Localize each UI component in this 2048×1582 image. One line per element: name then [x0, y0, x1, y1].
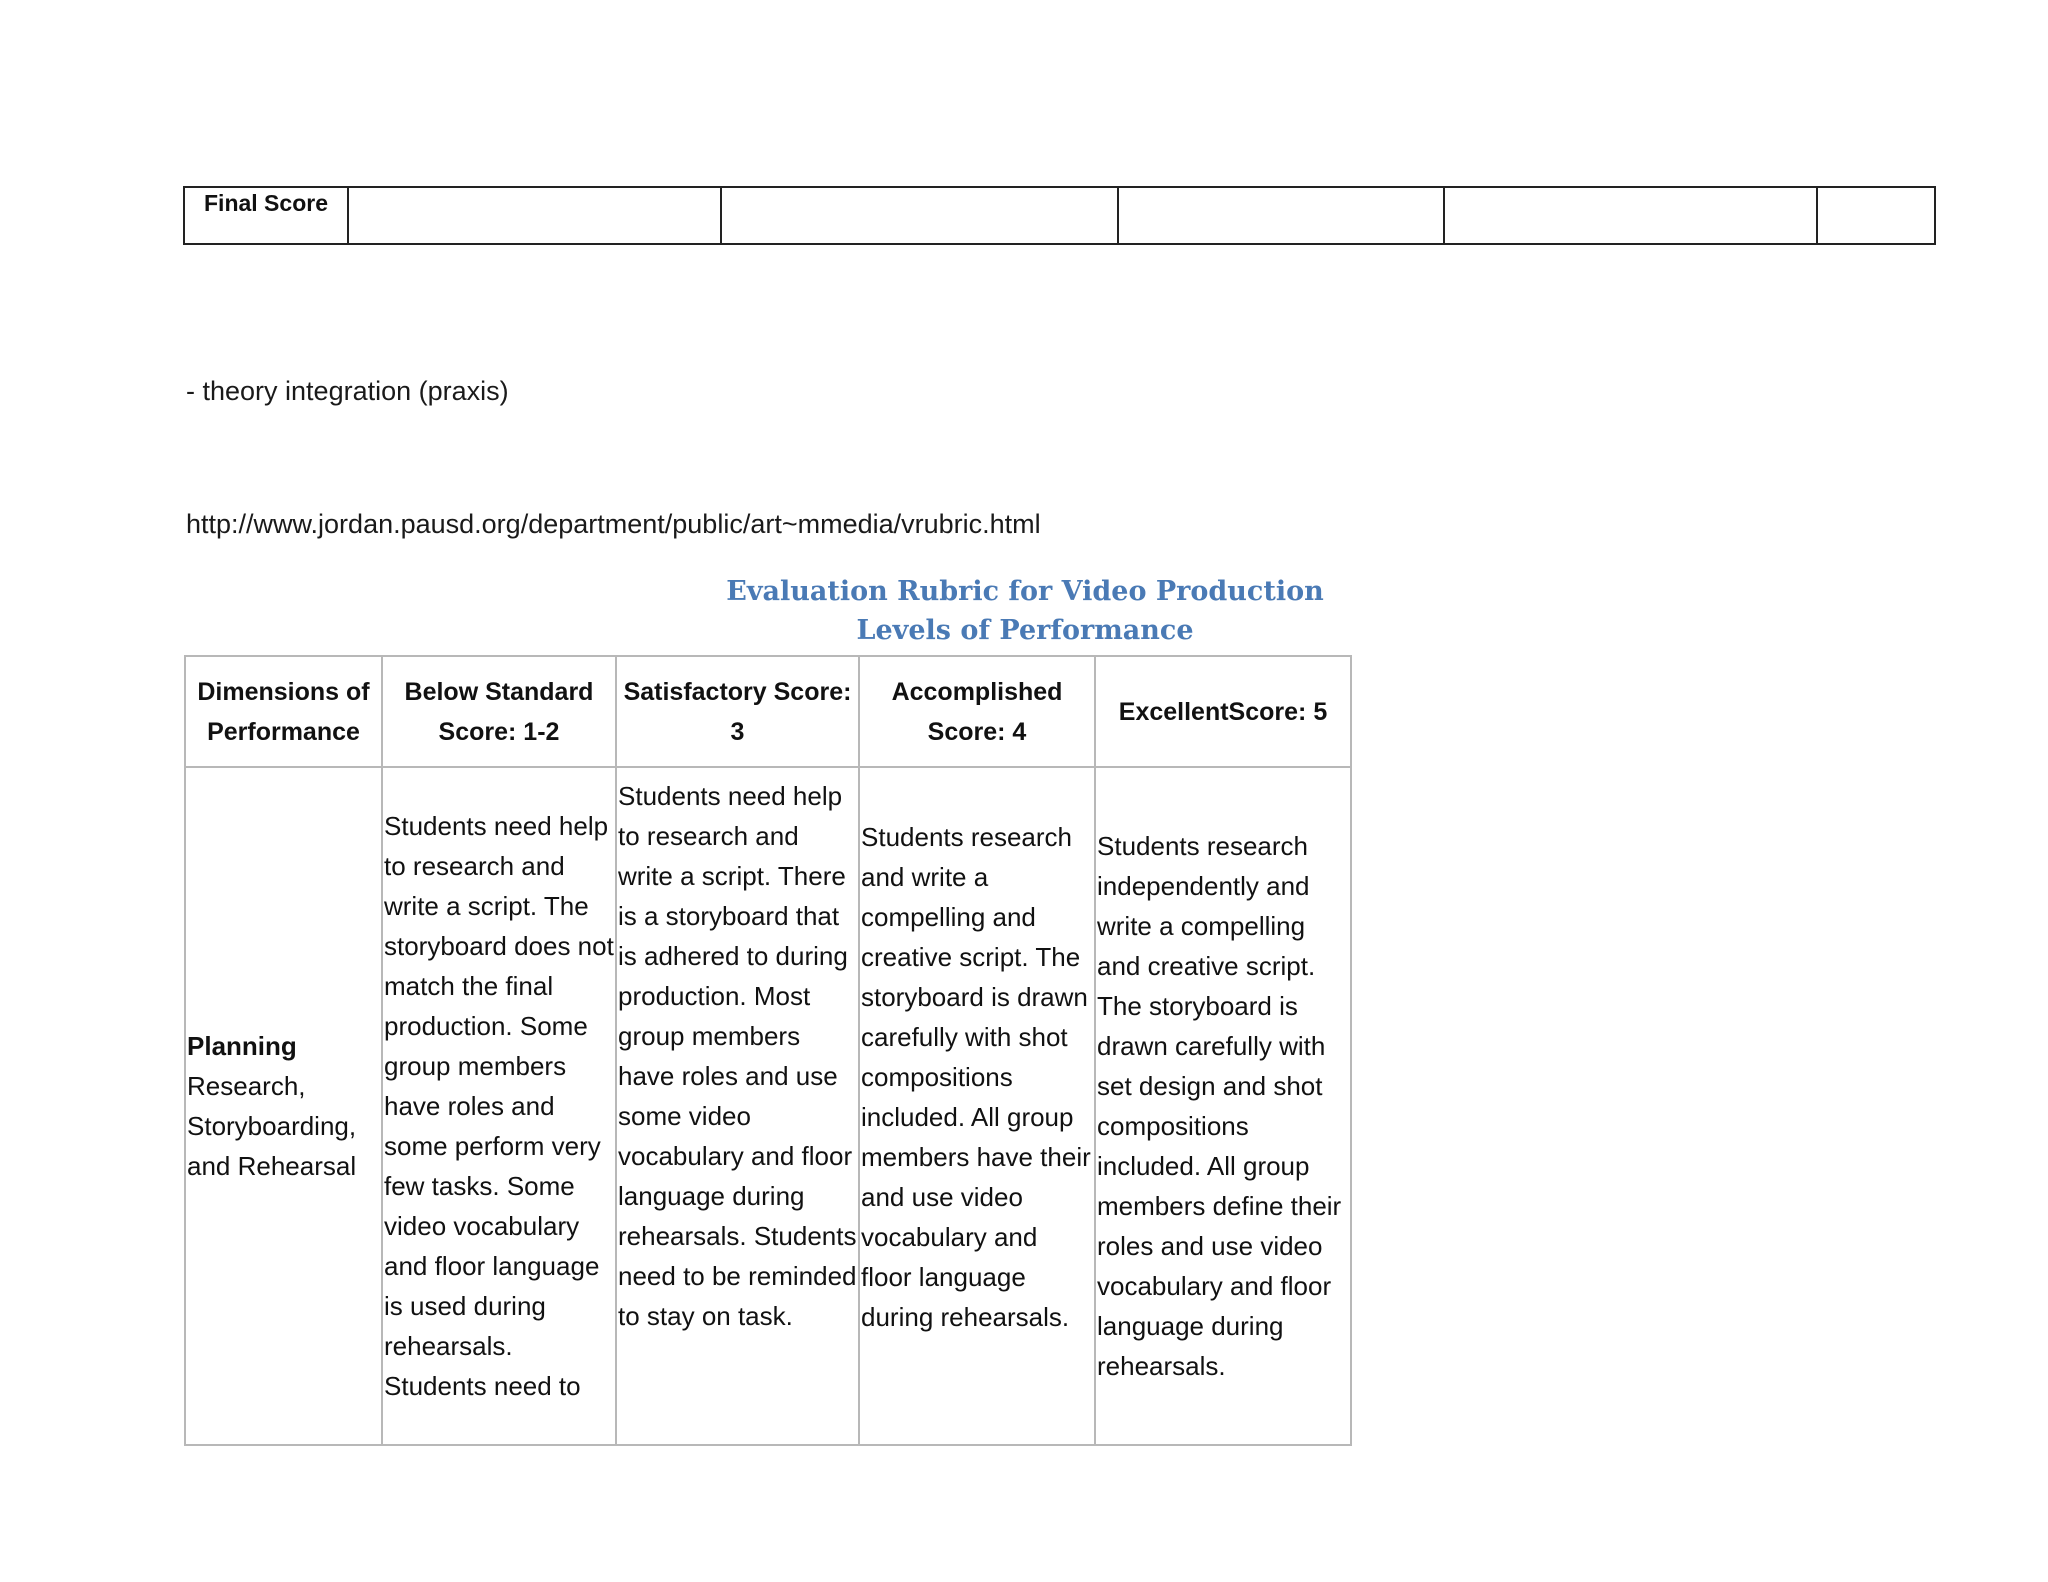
rubric-subtitle: Levels of Performance	[856, 615, 1194, 646]
satisfactory-text: Students need help to research and write a script. There is a storyboard that is adhered to during production. Most group members have roles and use some video vocabulary and floor language during rehearsals. Students need to be reminded to stay on task.	[618, 781, 857, 1331]
below-standard-cell	[382, 767, 616, 1445]
source-url-link[interactable]: http://www.jordan.pausd.org/department/public/art~mmedia/vrubric.html	[186, 509, 1041, 539]
theory-integration-text: - theory integration (praxis)	[186, 376, 509, 406]
rubric-header-row	[185, 656, 1351, 767]
header-excellent: ExcellentScore: 5	[1095, 656, 1351, 767]
rubric-table	[184, 655, 1352, 1446]
accomplished-cell	[859, 767, 1095, 1445]
accomplished-text: Students research and write a compelling and creative script. The storyboard is drawn carefully with shot compositions included. All group members have their and use video vocabulary and floor language during rehearsals.	[861, 822, 1091, 1332]
final-score-cell	[1817, 187, 1935, 244]
header-below-standard: Below Standard Score: 1-2	[382, 656, 616, 767]
final-score-cell	[348, 187, 721, 244]
excellent-cell	[1095, 767, 1351, 1445]
dimension-cell	[185, 767, 382, 1445]
below-standard-text: Students need help to research and write a script. The storyboard does not match the final production. Some group members have roles and some perform very few tasks. Some video vocabulary and floor language is used during rehearsals. Students need to	[384, 811, 614, 1401]
dimension-title: Planning	[187, 1031, 297, 1061]
final-score-row	[184, 187, 1935, 244]
satisfactory-cell	[616, 767, 859, 1445]
rubric-title: Evaluation Rubric for Video Production	[726, 576, 1324, 607]
final-score-cell	[1444, 187, 1817, 244]
final-score-cell	[721, 187, 1118, 244]
final-score-table	[183, 186, 1936, 245]
header-accomplished: Accomplished Score: 4	[859, 656, 1095, 767]
final-score-label: Final Score	[184, 187, 348, 244]
header-dimensions: Dimensions of Performance	[185, 656, 382, 767]
final-score-cell	[1118, 187, 1444, 244]
rubric-row-planning	[185, 767, 1351, 1445]
dimension-detail: Research, Storyboarding, and Rehearsal	[187, 1071, 357, 1181]
excellent-text: Students research independently and write a compelling and creative script. The storyboard is drawn carefully with set design and shot compositions included. All group members define their roles and use video vocabulary and floor language during rehearsals.	[1097, 831, 1342, 1381]
header-satisfactory: Satisfactory Score: 3	[616, 656, 859, 767]
